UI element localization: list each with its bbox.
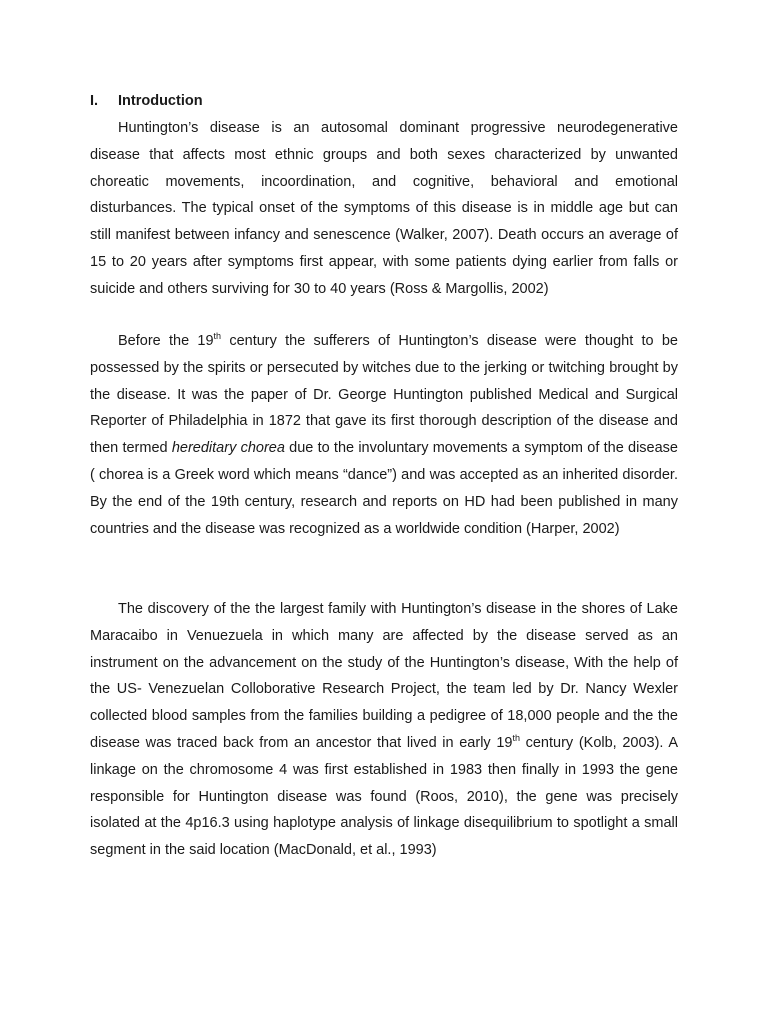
paragraph-history bbox=[90, 328, 678, 542]
paragraph-text-part: century (Kolb, 2003). A linkage on the chromosome 4 was first established in 1983 then finally in 1993 the gene responsible for Huntington disease was found (Roos, 2010), the gene was precisely isolated at the 4p16.3 using haplotype analysis of linkage disequilibrium to spotlight a small segment in the said location (MacDonald, et al., 1993) bbox=[90, 734, 678, 859]
paragraph-text: Huntington’s disease is an autosomal dominant progressive neurodegenerative disease that affects most ethnic groups and both sexes characterized by unwanted choreatic movements, incoordination, and cognitive, behavioral and emotional disturbances. The typical onset of the symptoms of this disease is in middle age but can still manifest between infancy and senescence (Walker, 2007). Death occurs an average of 15 to 20 years after symptoms first appear, with some patients dying earlier from falls or suicide and others surviving for 30 to 40 years (Ross & Margollis, 2002) bbox=[90, 120, 678, 297]
paragraph-text-part: century the sufferers of Huntington’s disease were thought to be possessed by the spirits or persecuted by witches due to the jerking or twitching brought by the disease. It was the paper of Dr. George Huntington published Medical and Surgical Reporter of Philadelphia in 1872 that gave its first thorough description of the disease and then termed bbox=[90, 333, 678, 457]
paragraph-introduction bbox=[90, 115, 678, 303]
superscript: th bbox=[213, 331, 222, 341]
paragraph-discovery bbox=[90, 596, 678, 864]
section-title: Introduction bbox=[118, 93, 203, 109]
section-number: I. bbox=[90, 93, 99, 109]
section-heading bbox=[90, 92, 203, 110]
paragraph-text-part: Before the 19 bbox=[118, 333, 214, 349]
superscript: th bbox=[512, 732, 520, 743]
paragraph-text-part: The discovery of the the largest family with Huntington’s disease in the shores of Lake Maracaibo in Venuezuela in which many are affected by the disease served as an instrument on the advancement on the study of the Huntington’s disease, With the help of the US- Venezuelan Colloborative Research Project, the team led by Dr. Nancy Wexler collected blood samples from the families building a pedigree of 18,000 people and the the disease was traced back from an ancestor that lived in early 19 bbox=[90, 601, 678, 751]
italic-term: hereditary chorea bbox=[171, 440, 285, 457]
paragraph-text-part: due to the involuntary movements a symptom of the disease ( chorea is a Greek word which means “dance”) and was accepted as an inherited disorder. By the end of the 19th century, research and reports on HD had been published in many countries and the disease was recognized as a worldwide condition (Harper, 2002) bbox=[90, 440, 678, 537]
